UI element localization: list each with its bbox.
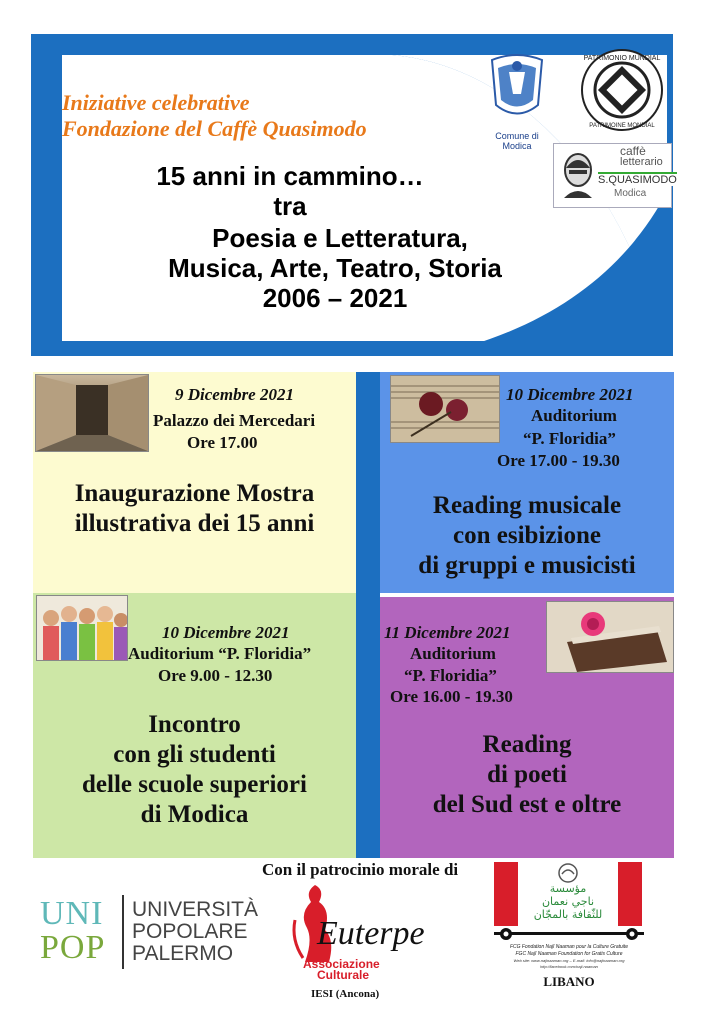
world-heritage-logo xyxy=(580,48,664,132)
unipop-line-3: PALERMO xyxy=(132,942,234,965)
svg-text:PATRIMONIO MUNDIAL: PATRIMONIO MUNDIAL xyxy=(583,55,661,62)
event-2-place-line-2: “P. Floridia” xyxy=(523,429,616,448)
naaman-arabic-2: ناجي نعمان xyxy=(541,895,595,908)
event-3-title-line-4: di Modica xyxy=(140,801,249,828)
portrait-icon xyxy=(558,148,598,200)
header-subtitle-2: Fondazione del Caffè Quasimodo xyxy=(62,116,367,141)
event-4-title-line-2: di poeti xyxy=(487,761,567,788)
book-rose-photo xyxy=(546,601,674,673)
naaman-web: Web site: www.najinaaman.org – E-mail: info@najinaaman.org xyxy=(513,958,625,963)
event-2-title-line-3: di gruppi e musicisti xyxy=(418,552,636,579)
corridor-photo xyxy=(35,374,149,452)
naaman-band-icon xyxy=(494,926,644,942)
comune-modica-logo xyxy=(484,50,550,151)
event-4-title-line-1: Reading xyxy=(482,731,572,758)
naaman-en: FGC Najî Naaman Foundation for Gratis Culture xyxy=(515,951,623,957)
event-4-place-line-1: Auditorium xyxy=(410,644,496,663)
quasimodo-label: S.QUASIMODO xyxy=(598,174,677,186)
comune-modica-label: Comune di Modica xyxy=(495,131,539,151)
event-2-time: Ore 17.00 - 19.30 xyxy=(497,451,620,470)
naaman-arabic-3: للثّقافة بالمجّان xyxy=(533,908,603,921)
caffe-quasimodo-logo xyxy=(553,143,677,208)
euterpe-assoc-1: Associazione xyxy=(303,957,380,971)
letterario-label: letterario xyxy=(620,156,663,168)
naaman-foundation-logo xyxy=(494,862,644,1010)
header-title-line-5: 2006 – 2021 xyxy=(262,283,408,313)
euterpe-name: Euterpe xyxy=(317,915,425,952)
caffe-label: caffè xyxy=(620,144,646,158)
unipop-mark-bottom: POP xyxy=(40,929,106,966)
svg-text:PATRIMOINE MONDIAL: PATRIMOINE MONDIAL xyxy=(589,123,655,129)
event-1-time: Ore 17.00 xyxy=(187,433,258,452)
naaman-country: LIBANO xyxy=(543,974,595,989)
students-photo xyxy=(36,595,128,661)
event-2-title-line-2: con esibizione xyxy=(453,522,601,549)
euterpe-assoc-2: Culturale xyxy=(317,968,370,982)
event-1-date: 9 Dicembre 2021 xyxy=(175,385,294,404)
naaman-red-bar-left xyxy=(494,862,518,926)
naaman-red-bar-right xyxy=(618,862,642,926)
event-3-date: 10 Dicembre 2021 xyxy=(162,623,290,642)
patronage-label: Con il patrocinio morale di xyxy=(262,860,459,879)
unipop-line-1: UNIVERSITÀ xyxy=(132,898,259,921)
naaman-arabic-1: مؤسسة xyxy=(549,882,587,895)
header-title-line-1: 15 anni in cammino… xyxy=(156,161,424,191)
header-title-line-4: Musica, Arte, Teatro, Storia xyxy=(168,253,502,283)
event-3-place: Auditorium “P. Floridia” xyxy=(128,644,312,663)
naaman-fr: FCG Fondation Najî Naaman pour la Culture Gratuite xyxy=(509,944,629,950)
unipop-divider xyxy=(122,895,124,969)
event-3-title-line-2: con gli studenti xyxy=(113,741,276,768)
panel-divider xyxy=(356,372,380,858)
event-1-title-line-2: illustrativa dei 15 anni xyxy=(74,510,315,537)
header-subtitle-1: Iniziative celebrative xyxy=(62,90,250,115)
event-1-title-line-1: Inaugurazione Mostra xyxy=(74,480,315,507)
event-4-time: Ore 16.00 - 19.30 xyxy=(390,687,513,706)
header-title-line-3: Poesia e Letteratura, xyxy=(212,223,468,253)
unipop-logo xyxy=(40,895,270,975)
naaman-emblem-icon xyxy=(556,862,580,884)
header-title-line-2: tra xyxy=(273,191,307,221)
euterpe-city: IESI (Ancona) xyxy=(311,988,380,1000)
coat-of-arms-icon xyxy=(484,50,550,126)
naaman-fb: http://facebook.com/naji.naaman xyxy=(540,964,598,969)
world-heritage-icon xyxy=(580,48,664,132)
event-3-title-line-1: Incontro xyxy=(148,711,241,738)
unipop-mark-top: UNI xyxy=(40,895,104,932)
event-3-time: Ore 9.00 - 12.30 xyxy=(158,666,273,685)
roses-photo xyxy=(390,375,500,443)
event-1-place: Palazzo dei Mercedari xyxy=(153,411,316,430)
event-2-place-line-1: Auditorium xyxy=(531,406,617,425)
event-4-place-line-2: “P. Floridia” xyxy=(404,666,497,685)
modica-label: Modica xyxy=(614,188,647,199)
event-3-title-line-3: delle scuole superiori xyxy=(82,771,307,798)
event-2-date: 10 Dicembre 2021 xyxy=(506,385,634,404)
event-4-title-line-3: del Sud est e oltre xyxy=(432,791,622,818)
euterpe-logo xyxy=(285,880,435,1010)
event-2-title-line-1: Reading musicale xyxy=(432,492,622,519)
event-4-date: 11 Dicembre 2021 xyxy=(384,623,511,642)
unipop-line-2: POPOLARE xyxy=(132,920,248,943)
